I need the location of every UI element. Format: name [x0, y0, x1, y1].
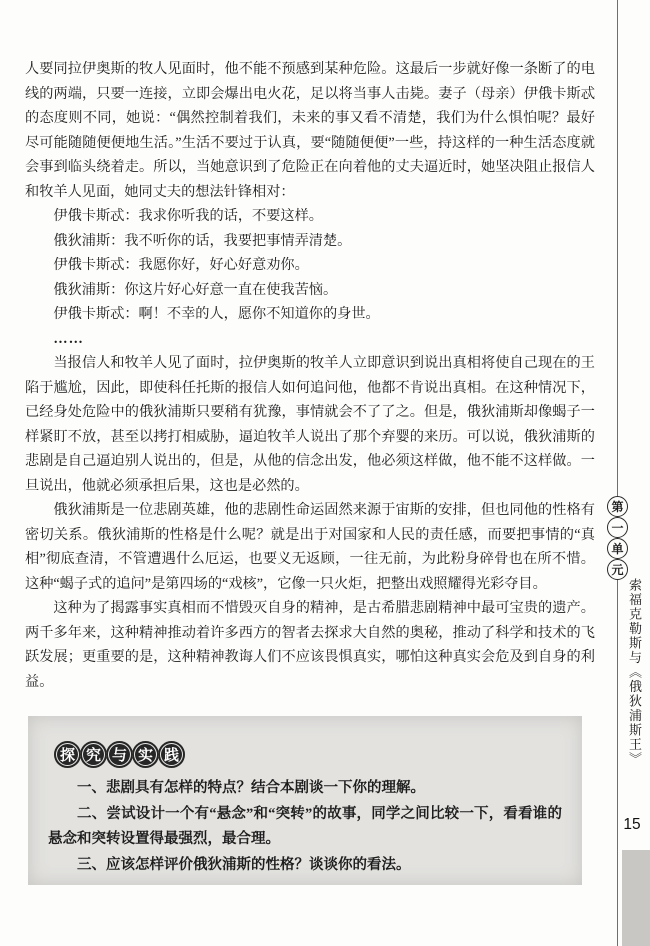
paragraph: 俄狄浦斯是一位悲剧英雄，他的悲剧性命运固然来源于宙斯的安排，但也同他的性格有密切关系。俄狄浦斯的性格是什么呢？就是出于对国家和人民的责任感，而要把事情的“真相”彻底查清，不管遭遇什么厄运，也要义无返顾，一往无前，为此粉身碎骨也在所不惜。这种“蝎子式的追问”是第四场的“戏核”，它像一只火炬，把整出戏照耀得光彩夺目。	[25, 502, 595, 592]
heading-coin-icon: 与	[106, 741, 133, 768]
unit-badge-circle: 单	[607, 538, 628, 559]
exploration-practice-section	[28, 716, 582, 885]
paragraph: 人要同拉伊奥斯的牧人见面时，他不能不预感到某种危险。这最后一步就好像一条断了的电线的两端，只要一连接，立即会爆出电火花，足以将当事人击毙。妻子（母亲）伊俄卡斯忒的态度则不同，她说：“偶然控制着我们，未来的事又看不清楚，我们为什么惧怕呢？最好尽可能随随便便地生活。”生活不要过于认真，要“随随便便”一些，持这样的一种生活态度就会事到临头绕着走。所以，当她意识到了危险正在向着他的丈夫逼近时，她坚决阻止报信人和牧羊人见面，她同丈夫的想法针锋相对：	[25, 61, 595, 200]
heading-coin-icon: 践	[158, 741, 185, 768]
question-item: 二、尝试设计一个有“悬念”和“突转”的故事，同学之间比较一下，看看谁的悬念和突转设置得最强烈，最合理。	[48, 805, 562, 847]
lesson-title-vertical: 索福克勒斯与《俄狄浦斯王》	[627, 578, 642, 767]
dialogue-line: 伊俄卡斯忒：我求你听我的话，不要这样。	[53, 208, 323, 224]
heading-coin-icon: 探	[54, 741, 81, 768]
exploration-practice-heading	[28, 716, 582, 768]
dialogue-line: 伊俄卡斯忒：我愿你好，好心好意劝你。	[53, 257, 309, 273]
dialogue-block	[25, 204, 595, 351]
paragraph: 这种为了揭露事实真相而不惜毁灭自身的精神，是古希腊悲剧精神中最可宝贵的遗产。两千多年来，这种精神推动着许多西方的智者去探求大自然的奥秘，推动了科学和技术的飞跃发展；更重要的是，这种精神教诲人们不应该畏惧真实，哪怕这种真实会危及到自身的利益。	[25, 600, 595, 690]
question-list	[28, 776, 582, 878]
main-text-column	[25, 57, 595, 694]
question-item: 三、应该怎样评价俄狄浦斯的性格？谈谈你的看法。	[77, 856, 411, 873]
paragraph: 当报信人和牧羊人见了面时，拉伊奥斯的牧羊人立即意识到说出真相将使自己现在的王陷于尴尬，因此，即使科任托斯的报信人如何追问他，他都不肯说出真相。在这种情况下，已经身处危险中的俄狄浦斯只要稍有犹豫，事情就会不了了之。但是，俄狄浦斯却像蝎子一样紧盯不放，甚至以拷打相威胁，逼迫牧羊人说出了那个弃婴的来历。可以说，俄狄浦斯的悲剧是自己逼迫别人说出的，但是，从他的信念出发，他必须这样做，他不能不这样做。一旦说出，他就必须承担后果，这也是必然的。	[25, 355, 595, 494]
unit-badge-circle: 第	[607, 496, 628, 517]
dialogue-line: 俄狄浦斯：你这片好心好意一直在使我苦恼。	[53, 281, 338, 298]
unit-badge-circle: 元	[607, 559, 628, 580]
question-item: 一、悲剧具有怎样的特点？结合本剧谈一下你的理解。	[77, 780, 425, 796]
ellipsis-line: ……	[53, 330, 84, 347]
dialogue-line: 俄狄浦斯：我不听你的话，我要把事情弄清楚。	[53, 232, 352, 249]
unit-badge-circle: 一	[607, 517, 628, 538]
heading-coin-icon: 究	[80, 741, 107, 768]
page-edge-tab	[622, 850, 650, 946]
unit-badge	[607, 496, 628, 580]
page-number: 15	[623, 816, 641, 833]
sidebar-divider-line	[617, 0, 618, 946]
heading-coin-icon: 实	[132, 741, 159, 768]
dialogue-line: 伊俄卡斯忒：啊！不幸的人，愿你不知道你的身世。	[53, 306, 380, 322]
